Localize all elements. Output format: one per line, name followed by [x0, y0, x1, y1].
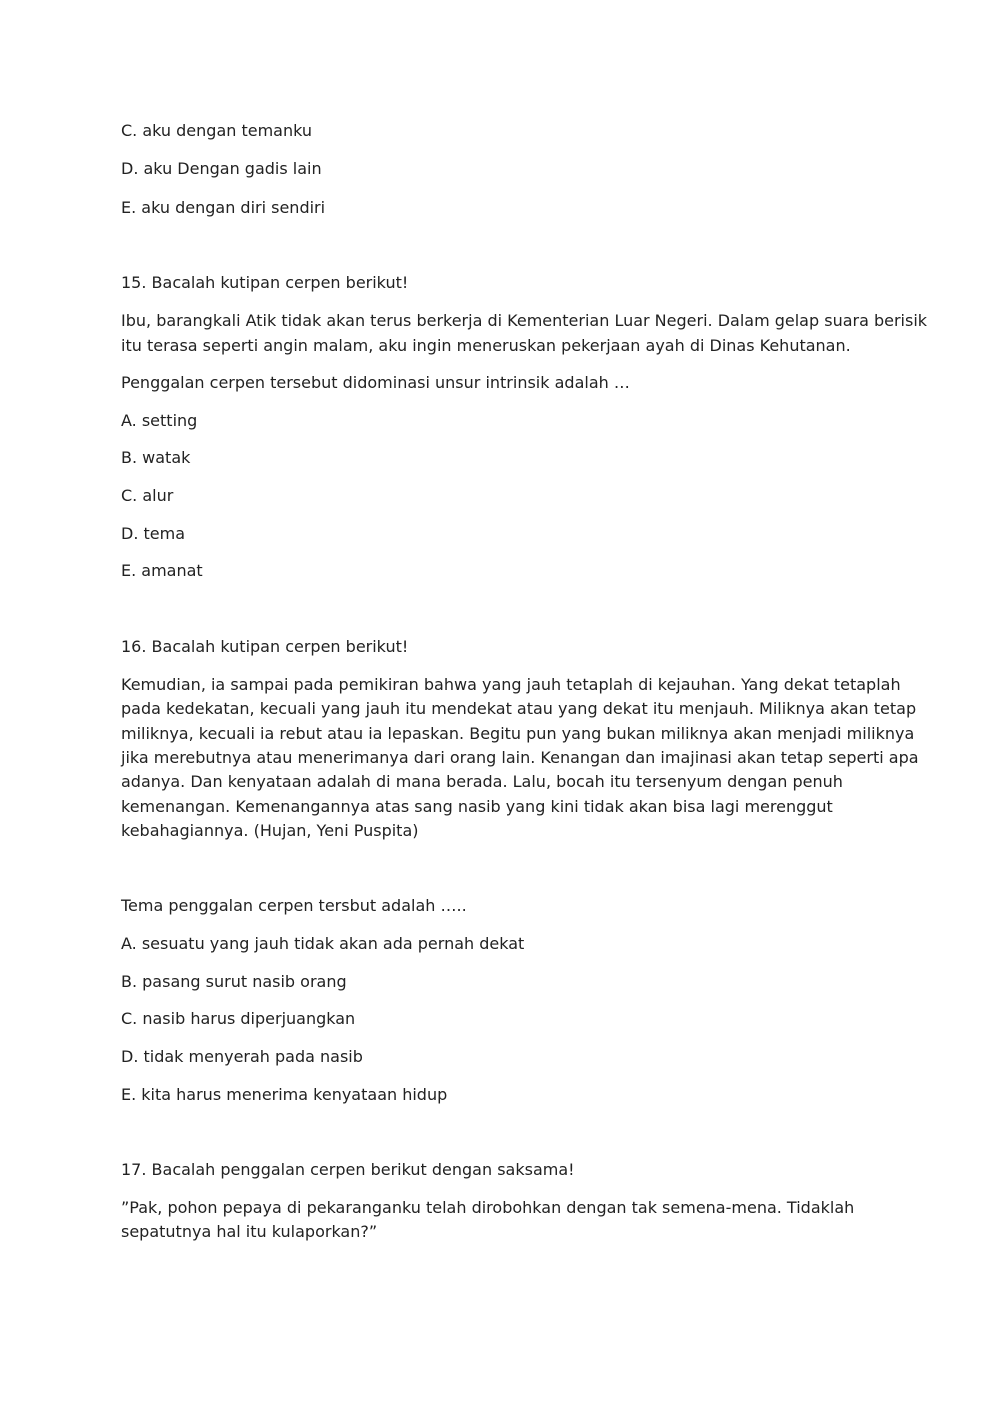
q17-excerpt-line: sepatutnya hal itu kulaporkan?”: [121, 1222, 378, 1241]
q16-option-e: E. kita harus menerima kenyataan hidup: [121, 1085, 448, 1104]
q15-option-d: D. tema: [121, 524, 185, 543]
q16-excerpt-line: Kemudian, ia sampai pada pemikiran bahwa yang jauh tetaplah di kejauhan. Yang dekat tetaplah: [121, 675, 901, 694]
q17-instruction: 17. Bacalah penggalan cerpen berikut dengan saksama!: [121, 1160, 575, 1179]
q16-excerpt-line: jika merebutnya atau menerimanya dari orang lain. Kenangan dan imajinasi akan tetap seperti apa: [121, 748, 919, 767]
option-d: D. aku Dengan gadis lain: [121, 159, 322, 178]
q16-excerpt-line: miliknya, kecuali ia rebut atau ia lepaskan. Begitu pun yang bukan miliknya akan menjadi miliknya: [121, 724, 915, 743]
q15-question: Penggalan cerpen tersebut didominasi unsur intrinsik adalah …: [121, 373, 630, 392]
option-e: E. aku dengan diri sendiri: [121, 198, 326, 217]
q15-option-c: C. alur: [121, 486, 174, 505]
q15-excerpt-line: Ibu, barangkali Atik tidak akan terus berkerja di Kementerian Luar Negeri. Dalam gelap suara berisik: [121, 311, 928, 330]
q15-excerpt-line: itu terasa seperti angin malam, aku ingin meneruskan pekerjaan ayah di Dinas Kehutanan.: [121, 336, 851, 355]
q16-option-a: A. sesuatu yang jauh tidak akan ada pernah dekat: [121, 934, 525, 953]
q16-excerpt-line: adanya. Dan kenyataan adalah di mana berada. Lalu, bocah itu tersenyum dengan penuh: [121, 772, 843, 791]
q15-option-e: E. amanat: [121, 561, 203, 580]
q16-excerpt-line: pada kedekatan, kecuali yang jauh itu mendekat atau yang dekat itu menjauh. Miliknya akan tetap: [121, 699, 917, 718]
q15-option-b: B. watak: [121, 448, 191, 467]
q16-instruction: 16. Bacalah kutipan cerpen berikut!: [121, 637, 409, 656]
q17-excerpt-line: ”Pak, pohon pepaya di pekaranganku telah dirobohkan dengan tak semena-mena. Tidaklah: [121, 1198, 855, 1217]
q15-option-a: A. setting: [121, 411, 198, 430]
q16-question: Tema penggalan cerpen tersbut adalah …..: [121, 896, 467, 915]
q15-instruction: 15. Bacalah kutipan cerpen berikut!: [121, 273, 409, 292]
option-c: C. aku dengan temanku: [121, 121, 313, 140]
q16-option-d: D. tidak menyerah pada nasib: [121, 1047, 363, 1066]
q16-excerpt-line: kemenangan. Kemenangannya atas sang nasib yang kini tidak akan bisa lagi merenggut: [121, 797, 833, 816]
q16-option-c: C. nasib harus diperjuangkan: [121, 1009, 356, 1028]
q16-option-b: B. pasang surut nasib orang: [121, 972, 347, 991]
q16-excerpt-line: kebahagiannya. (Hujan, Yeni Puspita): [121, 821, 419, 840]
